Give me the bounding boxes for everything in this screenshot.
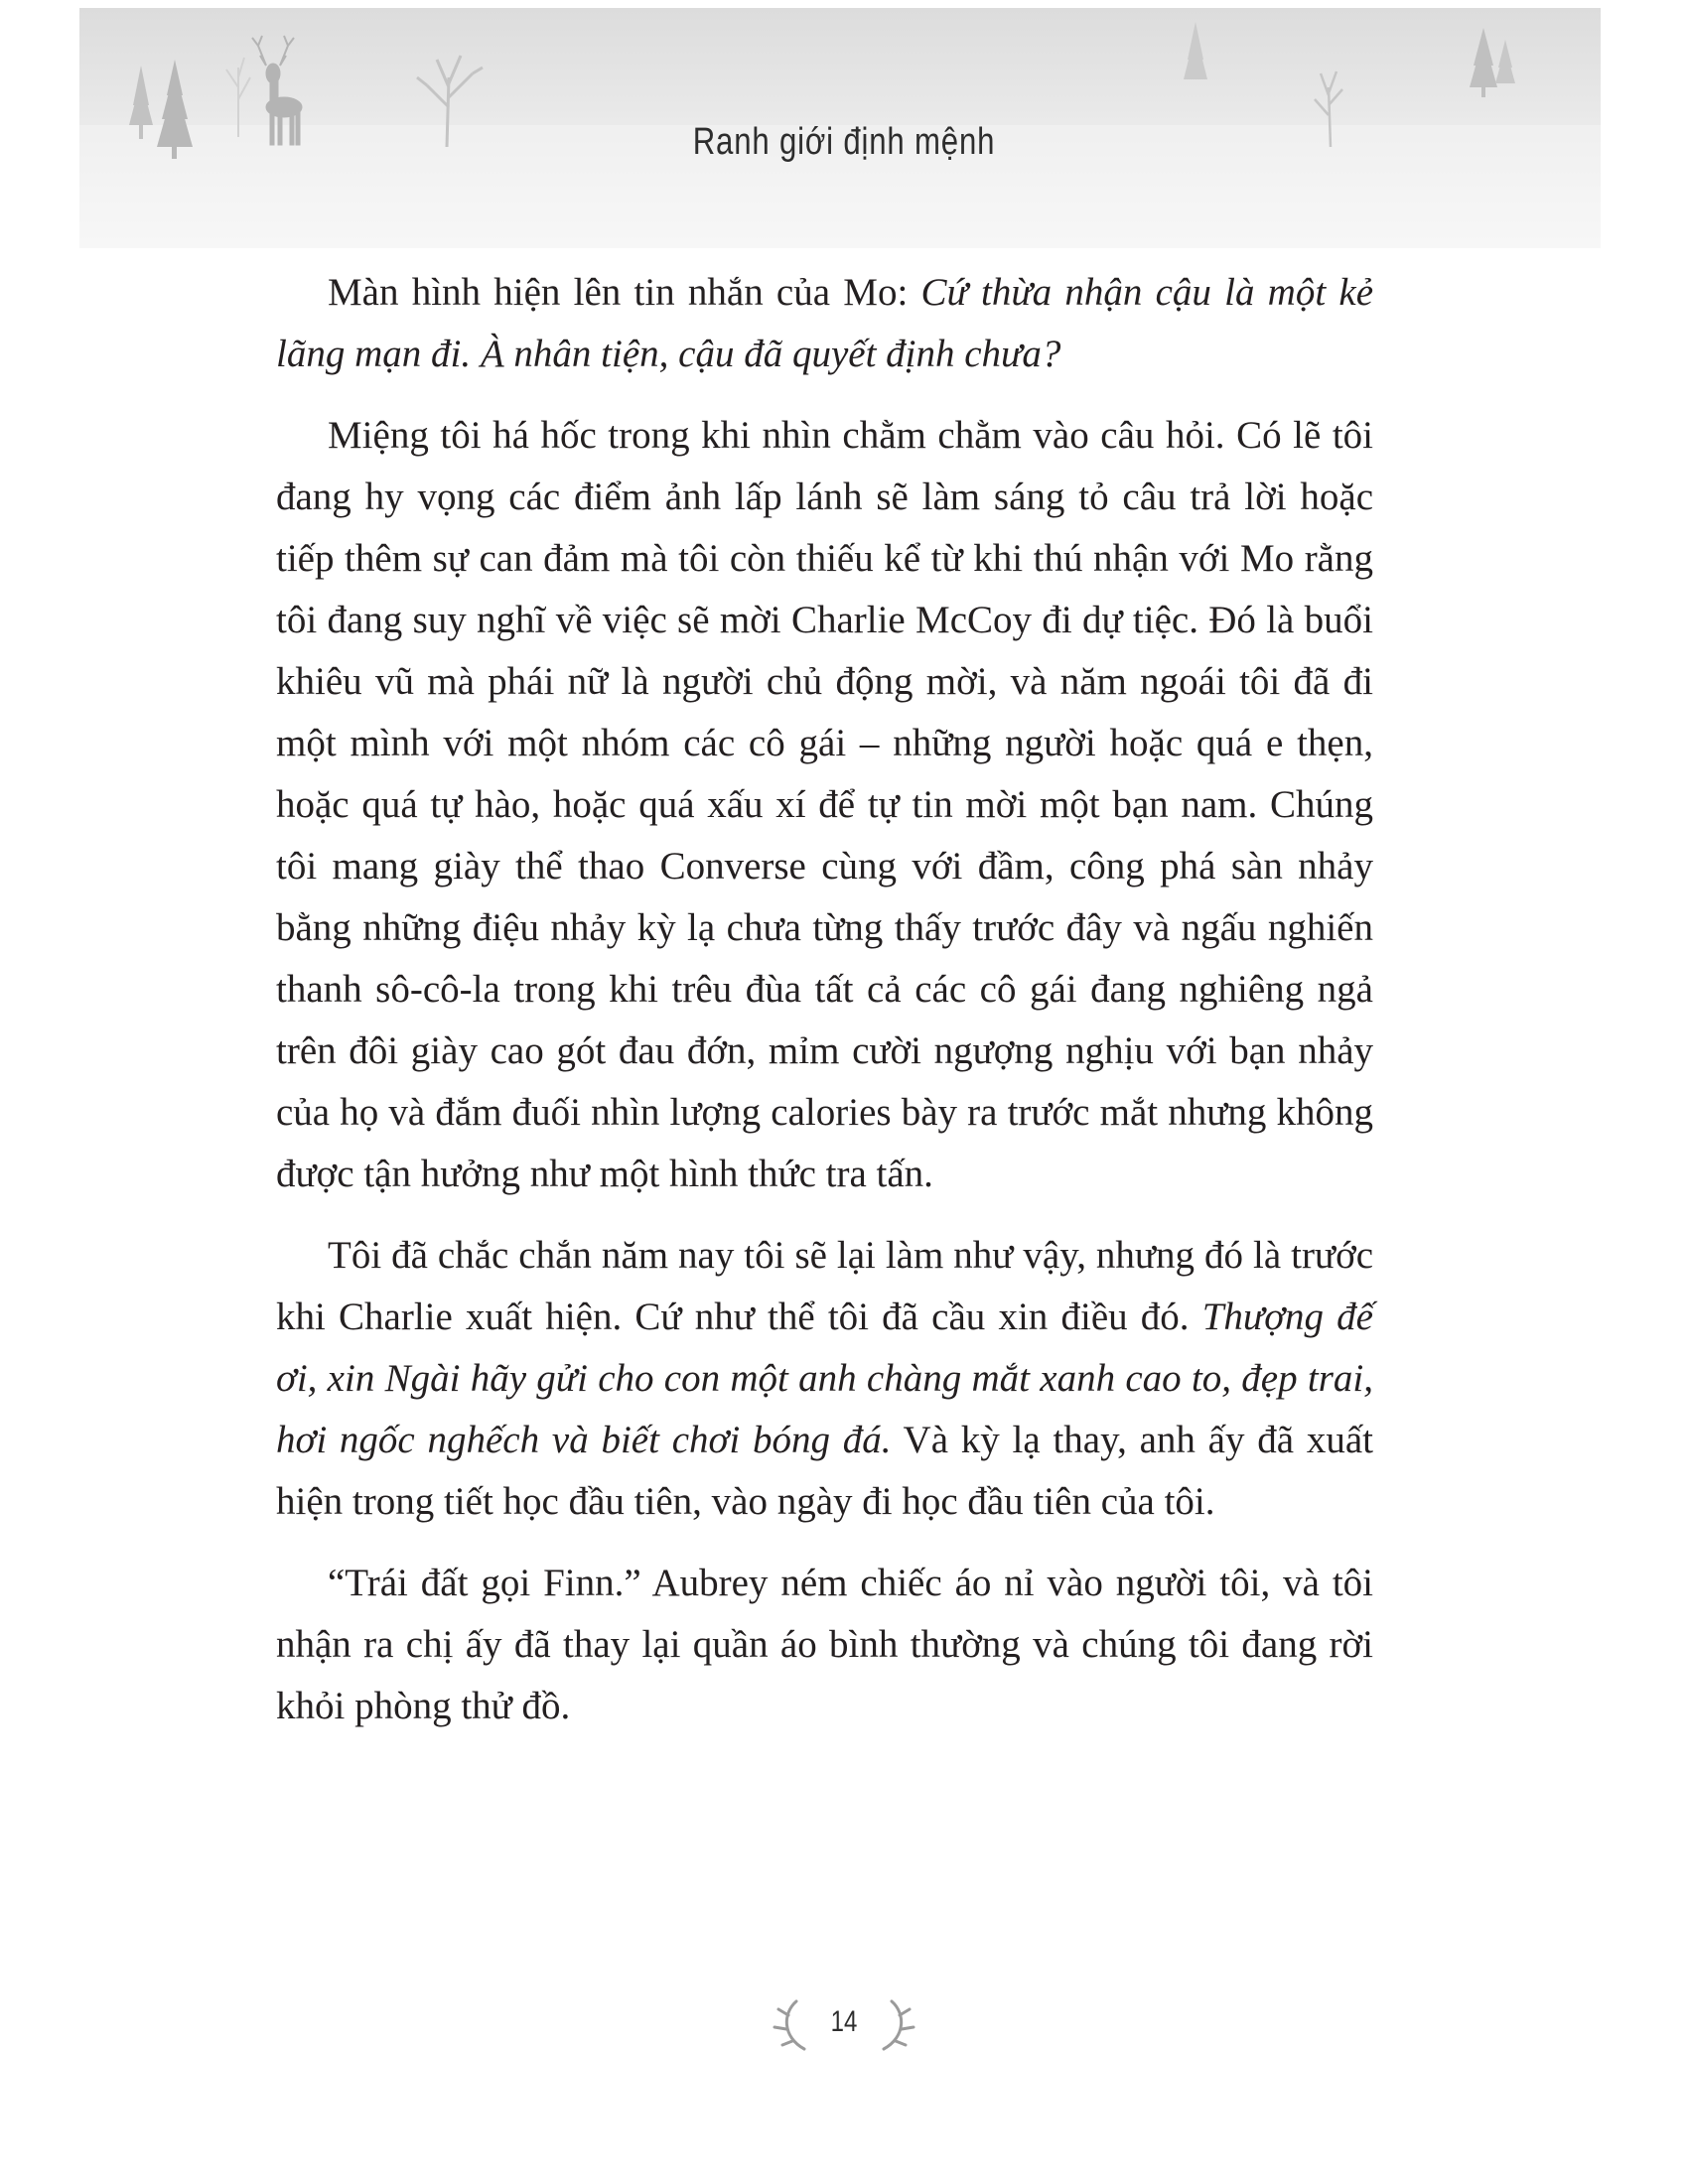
paragraph-3: [276, 1225, 1373, 1533]
page-number: 14: [830, 2005, 858, 2038]
paragraph-text: Màn hình hiện lên tin nhắn của Mo:: [328, 271, 921, 314]
pine-tree-icon: [1184, 22, 1207, 79]
body-text: [276, 262, 1373, 1757]
paragraph-text: Miệng tôi há hốc trong khi nhìn chằm chằm vào câu hỏi. Có lẽ tôi đang hy vọng các điểm ảnh lấp lánh sẽ làm sáng tỏ câu trả lời hoặc tiếp thêm sự can đảm mà tôi còn thiếu kể từ khi thú nhận với Mo rằng tôi đang suy nghĩ về việc sẽ mời Charlie McCoy đi dự tiệc. Đó là buổi khiêu vũ mà phái nữ là người chủ động mời, và năm ngoái tôi đã đi một mình với một nhóm các cô gái – những người hoặc quá e thẹn, hoặc quá tự hào, hoặc quá xấu xí để tự tin mời một bạn nam. Chúng tôi mang giày thể thao Converse cùng với đầm, công phá sàn nhảy bằng những điệu nhảy kỳ lạ chưa từng thấy trước đây và ngấu nghiến thanh sô-cô-la trong khi trêu đùa tất cả các cô gái đang nghiêng ngả trên đôi giày cao gót đau đớn, mỉm cười ngượng nghịu với bạn nhảy của họ và đắm đuối nhìn lượng calories bày ra trước mắt nhưng không được tận hưởng như một hình thức tra tấn.: [276, 414, 1373, 1195]
running-head-title: Ranh giới định mệnh: [692, 121, 996, 163]
paragraph-4: [276, 1553, 1373, 1737]
paragraph-text: Và kỳ lạ thay, anh ấy đã xuất hiện trong tiết học đầu tiên, vào ngày đi học đầu tiên của tôi.: [276, 1419, 1373, 1523]
paragraph-1: [276, 262, 1373, 385]
paragraph-text-italic: Cứ thừa nhận cậu là một kẻ lãng mạn đi. À nhân tiện, cậu đã quyết định chưa?: [276, 271, 1374, 375]
paragraph-text: “Trái đất gọi Finn.” Aubrey ném chiếc áo nỉ vào người tôi, và tôi nhận ra chị ấy đã thay lại quần áo bình thường và chúng tôi đang rời khỏi phòng thử đồ.: [276, 1562, 1373, 1727]
pine-tree-icon: [1495, 40, 1515, 83]
paragraph-text: Tôi đã chắc chắn năm nay tôi sẽ lại làm như vậy, nhưng đó là trước khi Charlie xuất hiện. Cứ như thể tôi đã cầu xin điều đó.: [276, 1234, 1373, 1338]
pine-tree-icon: [1470, 28, 1497, 97]
paragraph-text-italic: Thượng đế ơi, xin Ngài hãy gửi cho con một anh chàng mắt xanh cao to, đẹp trai, hơi ngốc nghếch và biết chơi bóng đá.: [276, 1296, 1373, 1461]
page-number-ornament: [755, 1993, 933, 2063]
paragraph-2: [276, 405, 1373, 1205]
